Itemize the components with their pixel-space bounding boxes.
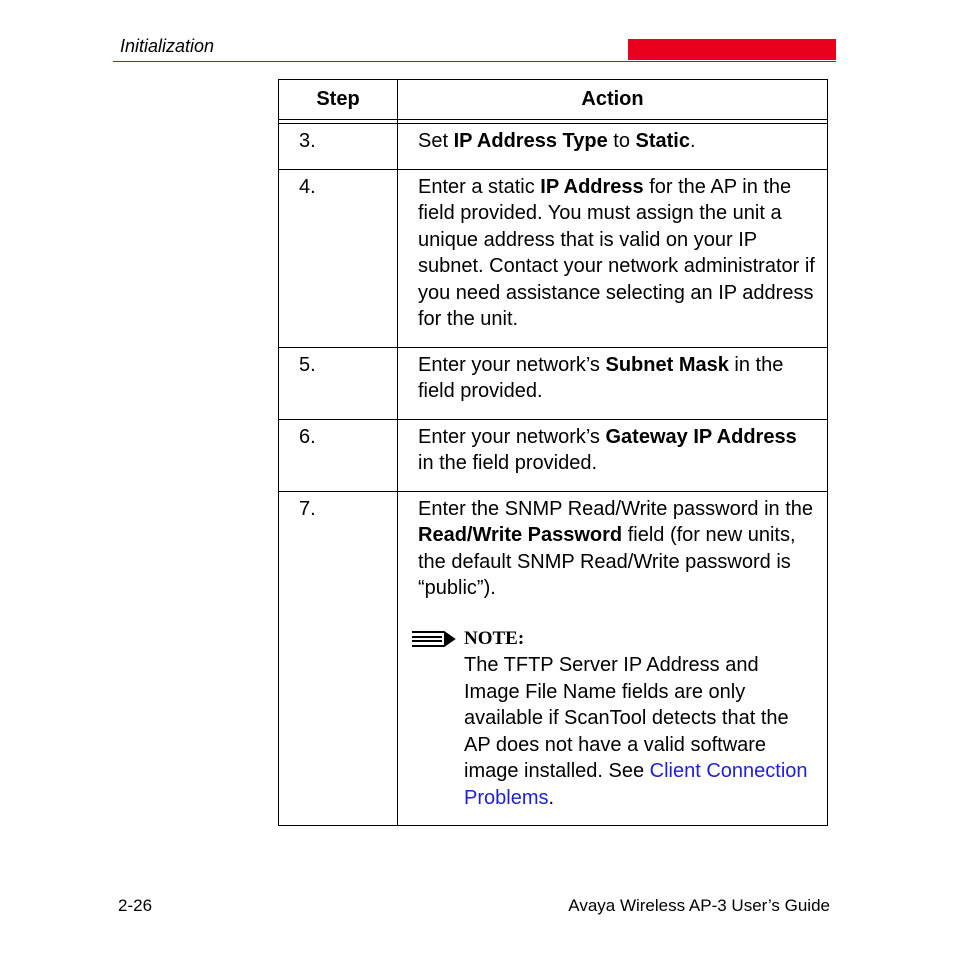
footer-guide-title: Avaya Wireless AP-3 User’s Guide	[568, 896, 830, 915]
header-accent-bar	[628, 39, 836, 60]
action-text-bold: Gateway IP Address	[605, 425, 797, 448]
step-number: 4.	[279, 169, 398, 347]
step-number: 6.	[279, 419, 398, 491]
step-number: 7.	[279, 491, 398, 826]
header-title: Initialization	[120, 36, 215, 56]
action-text-segment: in the field provided.	[418, 452, 598, 474]
column-header-action: Action	[398, 80, 828, 120]
action-text	[418, 496, 817, 602]
table-row	[279, 491, 828, 826]
note-text	[464, 652, 817, 811]
action-text	[418, 174, 817, 333]
steps-table	[278, 79, 828, 826]
footer-page-number: 2-26	[118, 896, 153, 915]
pencil-note-icon	[410, 628, 456, 650]
step-action	[398, 491, 828, 826]
step-action	[398, 124, 828, 170]
action-text-segment: in the field provided.	[418, 353, 784, 402]
action-text-segment: Enter the SNMP Read/Write password in the	[418, 497, 813, 520]
action-text-segment: Enter your network’s	[418, 353, 606, 376]
step-number: 3.	[279, 124, 398, 170]
table-row	[279, 124, 828, 170]
note-block	[418, 626, 817, 812]
action-text-bold: Subnet Mask	[605, 353, 729, 376]
action-text-segment: Set	[418, 130, 454, 152]
note-label: NOTE:	[464, 627, 525, 649]
note-end: .	[548, 786, 555, 809]
step-number: 5.	[279, 347, 398, 419]
action-text-segment: to	[607, 130, 636, 152]
action-text-bold: IP Address	[540, 175, 644, 198]
step-action	[398, 169, 828, 347]
table-row	[279, 347, 828, 419]
client-connection-problems-link[interactable]: Client Connection Problems	[464, 760, 808, 809]
column-header-step: Step	[279, 80, 398, 120]
step-action	[398, 419, 828, 491]
action-text-segment: Enter a static	[418, 175, 541, 198]
action-text	[418, 424, 817, 477]
action-text-bold: IP Address Type	[453, 130, 608, 152]
note-body: The TFTP Server IP Address and Image File Name fields are only available if ScanTool detects that the AP does not have a valid software image installed. See	[464, 654, 789, 782]
table-header-row	[279, 80, 828, 120]
action-text-segment: Enter your network’s	[418, 425, 606, 448]
action-text-segment: for the AP in the field provided. You must assign the unit a unique address that is valid on your IP subnet. Contact your network administrator if you need assistance selecting an IP address for the unit.	[418, 175, 815, 330]
table-row	[279, 169, 828, 347]
header-rule	[113, 61, 836, 62]
action-text	[418, 128, 817, 155]
step-action	[398, 347, 828, 419]
action-text-bold: Read/Write Password	[418, 524, 623, 546]
table-row	[279, 419, 828, 491]
action-text-bold: Static	[635, 130, 690, 152]
action-text	[418, 352, 817, 405]
action-text-segment: field (for new units, the default SNMP Read/Write password is “public”).	[418, 524, 796, 599]
action-text-segment: .	[689, 130, 696, 152]
